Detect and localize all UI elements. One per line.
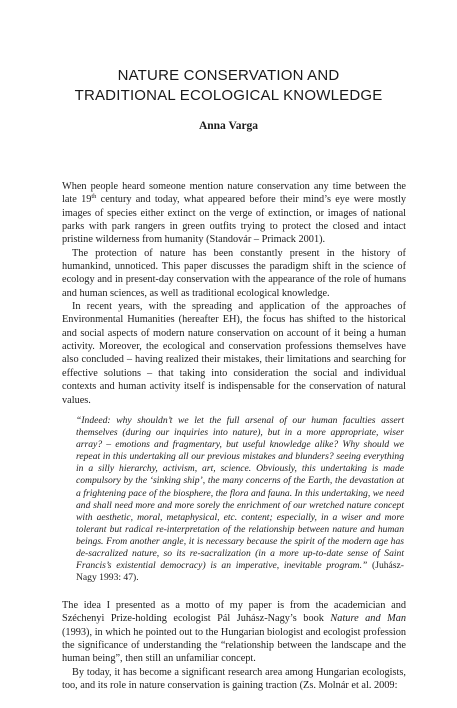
paragraph-2: The protection of nature has been constantly present in the history of humankind, unnoticed. This paper discusses the paradigm shift in the science of ecology and in present-day conservation with the appearance of the role of humans and human sciences, as well as traditional ecological knowledge. — [62, 247, 406, 299]
article-title-line-1: NATURE CONSERVATION AND — [117, 67, 340, 84]
paragraph-1-text-a: When people heard someone mention nature conservation any time between the late 19 — [62, 181, 406, 206]
paragraph-5: By today, it has become a significant research area among Hungarian ecologists, too, and its role in nature conservation is gaining traction (Zs. Molnár et al. 2009: — [62, 666, 406, 692]
paragraph-4-text-b: (1993), in which he pointed out to the Hungarian biologist and ecologist profession the significance of understanding the “relationship between the landscape and the human being”, then still an unfamiliar concept. — [62, 626, 406, 665]
paragraph-4 — [62, 599, 406, 666]
paragraph-4-text-a: The idea I presented as a motto of my paper is from the academician and Széchenyi Prize-holding ecologist Pál Juhász-Nagy’s book — [62, 600, 406, 625]
quote-text: “Indeed: why shouldn’t we let the full arsenal of our human faculties assert themselves (during our inquiries into nature), but in a more appropriate, wiser array? – emotions and fragmentary, but useful knowledge alike? Why should we repeat in this undertaking all our previous mistakes and blunders? seeing everything in a silly hierarchy, activism, art, science. Obviously, this undertaking is made compulsory by the ‘sinking ship’, the many concerns of the Earth, the devastation at a frightening pace of the biosphere, the flora and fauna. In this undertaking, we need and shall need more and more sorely the enrichment of our wretched nature concept with aesthetic, moral, metaphysical, etc. content; especially, in a wiser and more tolerant but radical re-interpretation of the relationship between nature and human beings. From another angle, it is necessary because the spirit of the modern age has de-sacralized nature, so its re-sacralization (in a more up-to-date sense of Saint Francis’s existential democracy) is an imperative, inevitable program.” — [76, 415, 404, 572]
motto-quote — [76, 415, 404, 584]
article-title-line-2: TRADITIONAL ECOLOGICAL KNOWLEDGE — [74, 87, 383, 104]
intro-section — [62, 180, 406, 407]
paragraph-1 — [62, 180, 406, 247]
book-title: Nature and Man — [330, 613, 406, 625]
quote-citation: (Juhász-Nagy 1993: 47). — [76, 560, 404, 584]
paragraph-3: In recent years, with the spreading and application of the approaches of Environmental Humanities (hereafter EH), the focus has shifted to the historical and social aspects of modern nature conservation on account of it being a human activity. Moreover, the ecological and conservation professions themselves have also concluded – having realized their mistakes, their limitations and searching for effective solutions – that taking into consideration the social and individual contexts and human activity itself is indispensable for the conservation of natural values. — [62, 301, 406, 406]
author-name: Anna Varga — [198, 120, 259, 132]
after-quote-section — [62, 599, 406, 692]
superscript-th: th — [91, 193, 97, 201]
paragraph-1-text-b: century and today, what appeared before their mind’s eye were mostly images of species either extinct on the verge of extinction, or images of national parks with park rangers in green outfits trying to protect the closed and intact pristine wilderness from humanity (Standovár – Primack 2001). — [62, 194, 406, 246]
